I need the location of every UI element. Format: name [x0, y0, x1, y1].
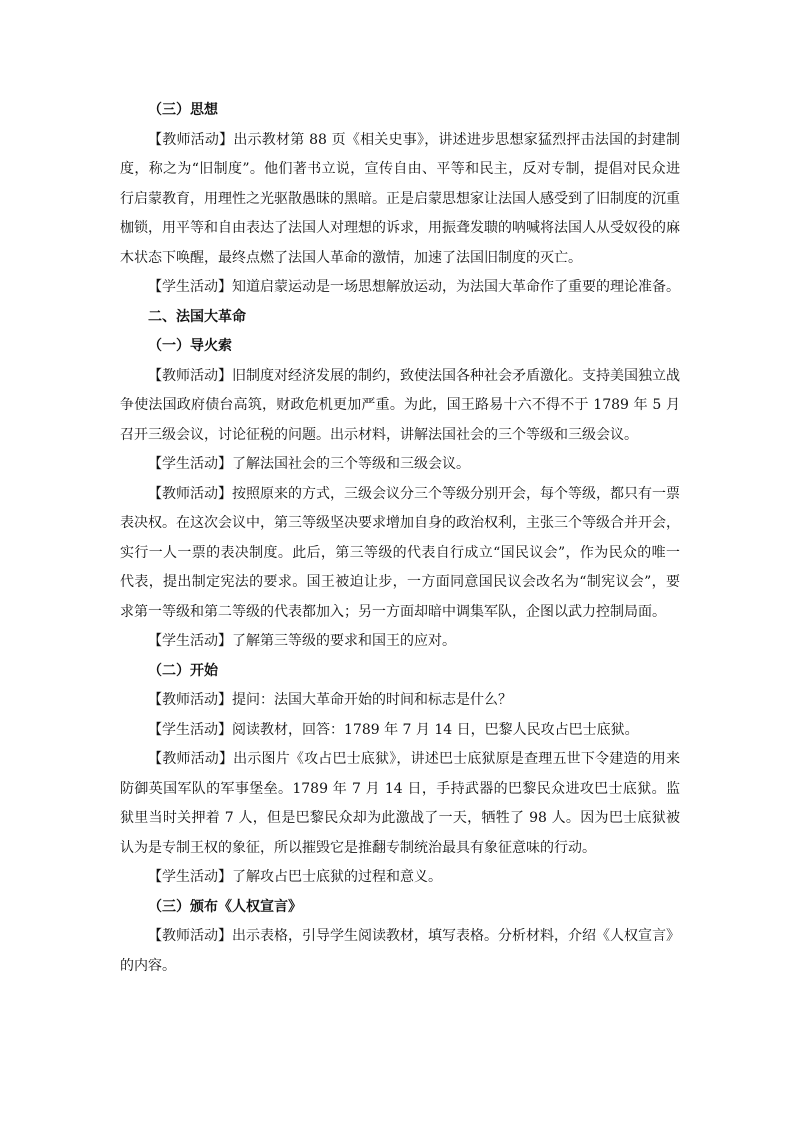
teacher-activity-paragraph: 【教师活动】按照原来的方式，三级会议分三个等级分别开会，每个等级，都只有一票表决权。在这次会议中，第三等级坚决要求增加自身的政治权利，主张三个等级合并开会，实行一人一票的表决制度。此后，第三等级的代表自行成立“国民议会”，作为民众的唯一代表，提出制定宪法的要求。国王被迫让步，一方面同意国民议会改名为“制宪议会”，要求第一等级和第二等级的代表都加入；另一方面却暗中调集军队，企图以武力控制局面。 — [120, 485, 680, 620]
student-activity-paragraph: 【学生活动】了解第三等级的要求和国王的应对。 — [148, 633, 456, 649]
section-heading-declaration: （三）颁布《人权宣言》 — [148, 898, 302, 915]
teacher-activity-paragraph: 【教师活动】提问：法国大革命开始的时间和标志是什么？ — [148, 692, 512, 708]
section-heading-trigger: （一）导火索 — [148, 338, 232, 354]
teacher-activity-paragraph: 【教师活动】出示表格，引导学生阅读教材，填写表格。分析材料，介绍《人权宣言》的内容。 — [120, 928, 680, 974]
section-heading-beginning: （二）开始 — [148, 662, 218, 679]
teacher-activity-paragraph: 【教师活动】出示教材第 88 页《相关史事》，讲述进步思想家猛烈抨击法国的封建制度，称之为“旧制度”。他们著书立说，宣传自由、平等和民主，反对专制，提倡对民众进行启蒙教育，用理性之光驱散愚昧的黑暗。正是启蒙思想家让法国人感受到了旧制度的沉重枷锁，用平等和自由表达了法国人对理想的诉求，用振聋发聩的呐喊将法国人从受奴役的麻木状态下唤醒，最终点燃了法国人革命的激情，加速了法国旧制度的灭亡。 — [120, 131, 680, 266]
student-activity-paragraph: 【学生活动】了解攻占巴士底狱的过程和意义。 — [148, 869, 442, 885]
section-heading-thought: （三）思想 — [148, 102, 218, 118]
section-heading-french-revolution: 二、法国大革命 — [148, 308, 246, 325]
student-activity-paragraph: 【学生活动】知道启蒙运动是一场思想解放运动，为法国大革命作了重要的理论准备。 — [148, 279, 680, 295]
student-activity-paragraph: 【学生活动】了解法国社会的三个等级和三级会议。 — [148, 456, 470, 472]
student-activity-paragraph: 【学生活动】阅读教材，回答：1789 年 7 月 14 日，巴黎人民攻占巴士底狱。 — [148, 721, 639, 738]
document-body — [120, 96, 680, 981]
teacher-activity-paragraph: 【教师活动】出示图片《攻占巴士底狱》，讲述巴士底狱原是查理五世下令建造的用来防御英国军队的军事堡垒。1789 年 7 月 14 日，手持武器的巴黎民众进攻巴士底狱。监狱里当时关押着 7 人，但是巴黎民众却为此激战了一天，牺牲了 98 人。因为巴士底狱被认为是专制王权的象征，所以摧毁它是推翻专制统治最具有象征意味的行动。 — [120, 751, 680, 856]
teacher-activity-paragraph: 【教师活动】旧制度对经济发展的制约，致使法国各种社会矛盾激化。支持美国独立战争使法国政府债台高筑，财政危机更加严重。为此，国王路易十六不得不于 1789 年 5 月召开三级会议，讨论征税的问题。出示材料，讲解法国社会的三个等级和三级会议。 — [120, 367, 680, 443]
